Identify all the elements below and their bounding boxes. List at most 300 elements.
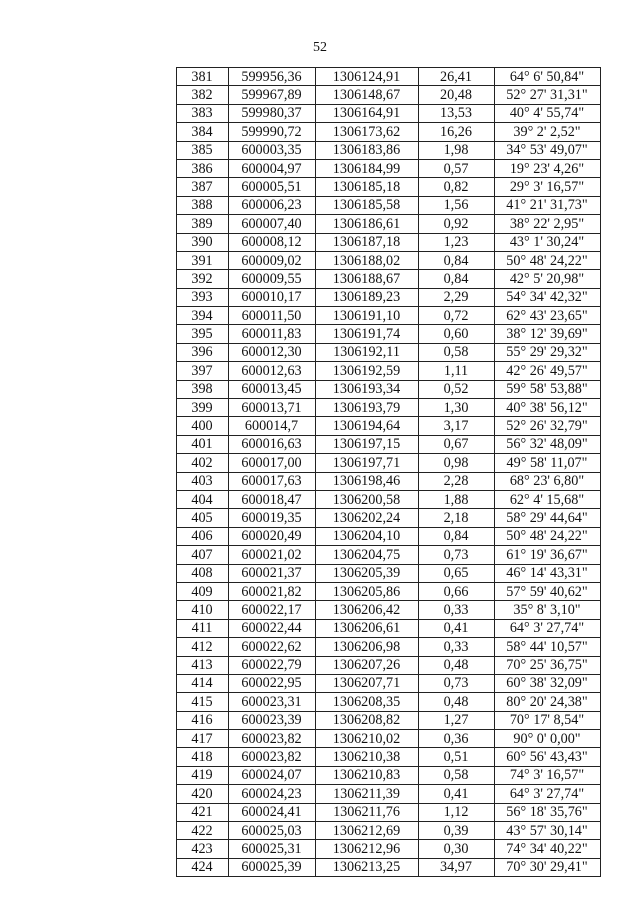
blank-cell xyxy=(98,380,176,398)
x-coordinate-cell: 600021,02 xyxy=(228,546,315,564)
x-coordinate-cell: 600024,41 xyxy=(228,803,315,821)
point-number-cell: 423 xyxy=(176,840,228,858)
point-number-cell: 424 xyxy=(176,858,228,876)
blank-cell xyxy=(98,638,176,656)
x-coordinate-cell: 600023,82 xyxy=(228,748,315,766)
table-row xyxy=(98,638,600,656)
angle-cell: 62° 4' 15,68" xyxy=(494,490,600,508)
x-coordinate-cell: 600011,50 xyxy=(228,307,315,325)
blank-cell xyxy=(98,86,176,104)
x-coordinate-cell: 599956,36 xyxy=(228,68,315,86)
x-coordinate-cell: 600020,49 xyxy=(228,527,315,545)
x-coordinate-cell: 600013,45 xyxy=(228,380,315,398)
distance-cell: 0,66 xyxy=(418,582,494,600)
point-number-cell: 412 xyxy=(176,638,228,656)
blank-cell xyxy=(98,215,176,233)
point-number-cell: 384 xyxy=(176,123,228,141)
angle-cell: 80° 20' 24,38" xyxy=(494,693,600,711)
distance-cell: 0,98 xyxy=(418,454,494,472)
y-coordinate-cell: 1306202,24 xyxy=(315,509,418,527)
table-row xyxy=(98,748,600,766)
y-coordinate-cell: 1306206,42 xyxy=(315,601,418,619)
y-coordinate-cell: 1306204,10 xyxy=(315,527,418,545)
x-coordinate-cell: 599990,72 xyxy=(228,123,315,141)
x-coordinate-cell: 600013,71 xyxy=(228,399,315,417)
table-row xyxy=(98,766,600,784)
point-number-cell: 397 xyxy=(176,362,228,380)
angle-cell: 34° 53' 49,07" xyxy=(494,141,600,159)
blank-cell xyxy=(98,840,176,858)
table-row xyxy=(98,159,600,177)
table-row xyxy=(98,527,600,545)
distance-cell: 1,23 xyxy=(418,233,494,251)
blank-cell xyxy=(98,233,176,251)
y-coordinate-cell: 1306208,82 xyxy=(315,711,418,729)
angle-cell: 54° 34' 42,32" xyxy=(494,288,600,306)
table-row xyxy=(98,251,600,269)
distance-cell: 16,26 xyxy=(418,123,494,141)
blank-cell xyxy=(98,435,176,453)
blank-cell xyxy=(98,270,176,288)
distance-cell: 0,73 xyxy=(418,674,494,692)
distance-cell: 1,11 xyxy=(418,362,494,380)
x-coordinate-cell: 600024,23 xyxy=(228,785,315,803)
y-coordinate-cell: 1306210,83 xyxy=(315,766,418,784)
point-number-cell: 401 xyxy=(176,435,228,453)
y-coordinate-cell: 1306173,62 xyxy=(315,123,418,141)
x-coordinate-cell: 600019,35 xyxy=(228,509,315,527)
table-row xyxy=(98,472,600,490)
distance-cell: 3,17 xyxy=(418,417,494,435)
blank-cell xyxy=(98,343,176,361)
y-coordinate-cell: 1306185,18 xyxy=(315,178,418,196)
table-row xyxy=(98,840,600,858)
table-row xyxy=(98,399,600,417)
y-coordinate-cell: 1306207,26 xyxy=(315,656,418,674)
point-number-cell: 392 xyxy=(176,270,228,288)
y-coordinate-cell: 1306213,25 xyxy=(315,858,418,876)
blank-cell xyxy=(98,711,176,729)
x-coordinate-cell: 600004,97 xyxy=(228,159,315,177)
blank-cell xyxy=(98,601,176,619)
blank-cell xyxy=(98,325,176,343)
angle-cell: 43° 1' 30,24" xyxy=(494,233,600,251)
coordinates-table-body xyxy=(98,68,600,877)
y-coordinate-cell: 1306208,35 xyxy=(315,693,418,711)
point-number-cell: 391 xyxy=(176,251,228,269)
point-number-cell: 404 xyxy=(176,490,228,508)
y-coordinate-cell: 1306210,38 xyxy=(315,748,418,766)
table-row xyxy=(98,582,600,600)
y-coordinate-cell: 1306211,76 xyxy=(315,803,418,821)
x-coordinate-cell: 600023,82 xyxy=(228,730,315,748)
table-row xyxy=(98,546,600,564)
point-number-cell: 393 xyxy=(176,288,228,306)
distance-cell: 0,84 xyxy=(418,527,494,545)
point-number-cell: 403 xyxy=(176,472,228,490)
x-coordinate-cell: 600007,40 xyxy=(228,215,315,233)
point-number-cell: 402 xyxy=(176,454,228,472)
angle-cell: 38° 12' 39,69" xyxy=(494,325,600,343)
blank-cell xyxy=(98,766,176,784)
angle-cell: 74° 34' 40,22" xyxy=(494,840,600,858)
blank-cell xyxy=(98,141,176,159)
table-row xyxy=(98,380,600,398)
blank-cell xyxy=(98,307,176,325)
point-number-cell: 395 xyxy=(176,325,228,343)
x-coordinate-cell: 600012,63 xyxy=(228,362,315,380)
table-row xyxy=(98,178,600,196)
y-coordinate-cell: 1306210,02 xyxy=(315,730,418,748)
distance-cell: 0,52 xyxy=(418,380,494,398)
angle-cell: 70° 17' 8,54" xyxy=(494,711,600,729)
y-coordinate-cell: 1306212,96 xyxy=(315,840,418,858)
blank-cell xyxy=(98,748,176,766)
y-coordinate-cell: 1306185,58 xyxy=(315,196,418,214)
x-coordinate-cell: 600008,12 xyxy=(228,233,315,251)
blank-cell xyxy=(98,693,176,711)
x-coordinate-cell: 600016,63 xyxy=(228,435,315,453)
table-row xyxy=(98,693,600,711)
blank-cell xyxy=(98,730,176,748)
table-row xyxy=(98,435,600,453)
table-row xyxy=(98,656,600,674)
x-coordinate-cell: 600025,39 xyxy=(228,858,315,876)
distance-cell: 0,84 xyxy=(418,270,494,288)
distance-cell: 1,98 xyxy=(418,141,494,159)
point-number-cell: 400 xyxy=(176,417,228,435)
y-coordinate-cell: 1306197,15 xyxy=(315,435,418,453)
y-coordinate-cell: 1306186,61 xyxy=(315,215,418,233)
x-coordinate-cell: 600021,82 xyxy=(228,582,315,600)
blank-cell xyxy=(98,399,176,417)
distance-cell: 0,41 xyxy=(418,785,494,803)
y-coordinate-cell: 1306188,02 xyxy=(315,251,418,269)
x-coordinate-cell: 600017,00 xyxy=(228,454,315,472)
distance-cell: 0,72 xyxy=(418,307,494,325)
x-coordinate-cell: 600023,31 xyxy=(228,693,315,711)
angle-cell: 41° 21' 31,73" xyxy=(494,196,600,214)
distance-cell: 0,67 xyxy=(418,435,494,453)
distance-cell: 0,33 xyxy=(418,601,494,619)
point-number-cell: 394 xyxy=(176,307,228,325)
blank-cell xyxy=(98,362,176,380)
distance-cell: 0,48 xyxy=(418,656,494,674)
y-coordinate-cell: 1306206,98 xyxy=(315,638,418,656)
x-coordinate-cell: 600011,83 xyxy=(228,325,315,343)
y-coordinate-cell: 1306198,46 xyxy=(315,472,418,490)
angle-cell: 59° 58' 53,88" xyxy=(494,380,600,398)
y-coordinate-cell: 1306148,67 xyxy=(315,86,418,104)
point-number-cell: 406 xyxy=(176,527,228,545)
table-row xyxy=(98,454,600,472)
y-coordinate-cell: 1306187,18 xyxy=(315,233,418,251)
distance-cell: 0,39 xyxy=(418,822,494,840)
angle-cell: 74° 3' 16,57" xyxy=(494,766,600,784)
angle-cell: 90° 0' 0,00" xyxy=(494,730,600,748)
angle-cell: 43° 57' 30,14" xyxy=(494,822,600,840)
blank-cell xyxy=(98,417,176,435)
distance-cell: 0,51 xyxy=(418,748,494,766)
y-coordinate-cell: 1306204,75 xyxy=(315,546,418,564)
angle-cell: 42° 5' 20,98" xyxy=(494,270,600,288)
distance-cell: 0,65 xyxy=(418,564,494,582)
x-coordinate-cell: 600009,55 xyxy=(228,270,315,288)
angle-cell: 40° 38' 56,12" xyxy=(494,399,600,417)
angle-cell: 60° 38' 32,09" xyxy=(494,674,600,692)
table-row xyxy=(98,730,600,748)
distance-cell: 0,73 xyxy=(418,546,494,564)
blank-cell xyxy=(98,619,176,637)
point-number-cell: 411 xyxy=(176,619,228,637)
table-row xyxy=(98,711,600,729)
table-row xyxy=(98,307,600,325)
x-coordinate-cell: 600012,30 xyxy=(228,343,315,361)
y-coordinate-cell: 1306193,79 xyxy=(315,399,418,417)
distance-cell: 0,30 xyxy=(418,840,494,858)
distance-cell: 2,18 xyxy=(418,509,494,527)
blank-cell xyxy=(98,546,176,564)
angle-cell: 56° 18' 35,76" xyxy=(494,803,600,821)
angle-cell: 64° 3' 27,74" xyxy=(494,619,600,637)
x-coordinate-cell: 599980,37 xyxy=(228,104,315,122)
point-number-cell: 385 xyxy=(176,141,228,159)
point-number-cell: 389 xyxy=(176,215,228,233)
distance-cell: 0,82 xyxy=(418,178,494,196)
table-row xyxy=(98,325,600,343)
distance-cell: 2,28 xyxy=(418,472,494,490)
table-row xyxy=(98,674,600,692)
y-coordinate-cell: 1306205,86 xyxy=(315,582,418,600)
y-coordinate-cell: 1306192,11 xyxy=(315,343,418,361)
blank-cell xyxy=(98,582,176,600)
blank-cell xyxy=(98,674,176,692)
blank-cell xyxy=(98,490,176,508)
x-coordinate-cell: 599967,89 xyxy=(228,86,315,104)
y-coordinate-cell: 1306189,23 xyxy=(315,288,418,306)
distance-cell: 34,97 xyxy=(418,858,494,876)
distance-cell: 0,84 xyxy=(418,251,494,269)
coordinates-table xyxy=(98,67,601,877)
table-row xyxy=(98,104,600,122)
table-row xyxy=(98,858,600,876)
x-coordinate-cell: 600006,23 xyxy=(228,196,315,214)
point-number-cell: 381 xyxy=(176,68,228,86)
angle-cell: 61° 19' 36,67" xyxy=(494,546,600,564)
point-number-cell: 418 xyxy=(176,748,228,766)
x-coordinate-cell: 600003,35 xyxy=(228,141,315,159)
angle-cell: 62° 43' 23,65" xyxy=(494,307,600,325)
table-row xyxy=(98,123,600,141)
y-coordinate-cell: 1306207,71 xyxy=(315,674,418,692)
blank-cell xyxy=(98,858,176,876)
y-coordinate-cell: 1306193,34 xyxy=(315,380,418,398)
distance-cell: 0,92 xyxy=(418,215,494,233)
angle-cell: 70° 25' 36,75" xyxy=(494,656,600,674)
y-coordinate-cell: 1306183,86 xyxy=(315,141,418,159)
x-coordinate-cell: 600021,37 xyxy=(228,564,315,582)
distance-cell: 0,58 xyxy=(418,343,494,361)
angle-cell: 70° 30' 29,41" xyxy=(494,858,600,876)
blank-cell xyxy=(98,527,176,545)
table-row xyxy=(98,288,600,306)
point-number-cell: 417 xyxy=(176,730,228,748)
blank-cell xyxy=(98,288,176,306)
angle-cell: 58° 44' 10,57" xyxy=(494,638,600,656)
y-coordinate-cell: 1306197,71 xyxy=(315,454,418,472)
blank-cell xyxy=(98,178,176,196)
angle-cell: 56° 32' 48,09" xyxy=(494,435,600,453)
angle-cell: 50° 48' 24,22" xyxy=(494,251,600,269)
table-row xyxy=(98,490,600,508)
page-number: 52 xyxy=(313,40,327,55)
blank-cell xyxy=(98,564,176,582)
blank-cell xyxy=(98,159,176,177)
blank-cell xyxy=(98,104,176,122)
blank-cell xyxy=(98,509,176,527)
point-number-cell: 414 xyxy=(176,674,228,692)
distance-cell: 1,27 xyxy=(418,711,494,729)
point-number-cell: 416 xyxy=(176,711,228,729)
angle-cell: 57° 59' 40,62" xyxy=(494,582,600,600)
distance-cell: 1,12 xyxy=(418,803,494,821)
blank-cell xyxy=(98,472,176,490)
y-coordinate-cell: 1306206,61 xyxy=(315,619,418,637)
distance-cell: 0,58 xyxy=(418,766,494,784)
blank-cell xyxy=(98,196,176,214)
distance-cell: 0,60 xyxy=(418,325,494,343)
blank-cell xyxy=(98,68,176,86)
table-row xyxy=(98,601,600,619)
distance-cell: 0,33 xyxy=(418,638,494,656)
angle-cell: 50° 48' 24,22" xyxy=(494,527,600,545)
distance-cell: 1,56 xyxy=(418,196,494,214)
x-coordinate-cell: 600018,47 xyxy=(228,490,315,508)
blank-cell xyxy=(98,123,176,141)
point-number-cell: 421 xyxy=(176,803,228,821)
y-coordinate-cell: 1306192,59 xyxy=(315,362,418,380)
x-coordinate-cell: 600022,17 xyxy=(228,601,315,619)
angle-cell: 42° 26' 49,57" xyxy=(494,362,600,380)
point-number-cell: 408 xyxy=(176,564,228,582)
blank-cell xyxy=(98,803,176,821)
table-row xyxy=(98,803,600,821)
angle-cell: 58° 29' 44,64" xyxy=(494,509,600,527)
angle-cell: 38° 22' 2,95" xyxy=(494,215,600,233)
distance-cell: 0,36 xyxy=(418,730,494,748)
y-coordinate-cell: 1306212,69 xyxy=(315,822,418,840)
x-coordinate-cell: 600017,63 xyxy=(228,472,315,490)
y-coordinate-cell: 1306191,10 xyxy=(315,307,418,325)
blank-cell xyxy=(98,785,176,803)
distance-cell: 20,48 xyxy=(418,86,494,104)
table-row xyxy=(98,417,600,435)
x-coordinate-cell: 600025,31 xyxy=(228,840,315,858)
point-number-cell: 399 xyxy=(176,399,228,417)
y-coordinate-cell: 1306200,58 xyxy=(315,490,418,508)
table-row xyxy=(98,215,600,233)
blank-cell xyxy=(98,656,176,674)
point-number-cell: 420 xyxy=(176,785,228,803)
x-coordinate-cell: 600025,03 xyxy=(228,822,315,840)
table-row xyxy=(98,86,600,104)
angle-cell: 64° 3' 27,74" xyxy=(494,785,600,803)
point-number-cell: 410 xyxy=(176,601,228,619)
distance-cell: 0,57 xyxy=(418,159,494,177)
x-coordinate-cell: 600022,62 xyxy=(228,638,315,656)
angle-cell: 68° 23' 6,80" xyxy=(494,472,600,490)
table-row xyxy=(98,362,600,380)
point-number-cell: 390 xyxy=(176,233,228,251)
x-coordinate-cell: 600022,44 xyxy=(228,619,315,637)
angle-cell: 55° 29' 29,32" xyxy=(494,343,600,361)
y-coordinate-cell: 1306211,39 xyxy=(315,785,418,803)
y-coordinate-cell: 1306194,64 xyxy=(315,417,418,435)
y-coordinate-cell: 1306124,91 xyxy=(315,68,418,86)
angle-cell: 29° 3' 16,57" xyxy=(494,178,600,196)
point-number-cell: 413 xyxy=(176,656,228,674)
angle-cell: 52° 27' 31,31" xyxy=(494,86,600,104)
point-number-cell: 415 xyxy=(176,693,228,711)
distance-cell: 1,30 xyxy=(418,399,494,417)
x-coordinate-cell: 600005,51 xyxy=(228,178,315,196)
table-row xyxy=(98,343,600,361)
point-number-cell: 405 xyxy=(176,509,228,527)
distance-cell: 0,41 xyxy=(418,619,494,637)
y-coordinate-cell: 1306205,39 xyxy=(315,564,418,582)
point-number-cell: 386 xyxy=(176,159,228,177)
y-coordinate-cell: 1306164,91 xyxy=(315,104,418,122)
angle-cell: 40° 4' 55,74" xyxy=(494,104,600,122)
table-row xyxy=(98,270,600,288)
point-number-cell: 382 xyxy=(176,86,228,104)
angle-cell: 19° 23' 4,26" xyxy=(494,159,600,177)
angle-cell: 52° 26' 32,79" xyxy=(494,417,600,435)
distance-cell: 1,88 xyxy=(418,490,494,508)
point-number-cell: 407 xyxy=(176,546,228,564)
table-row xyxy=(98,233,600,251)
blank-cell xyxy=(98,822,176,840)
angle-cell: 64° 6' 50,84" xyxy=(494,68,600,86)
distance-cell: 26,41 xyxy=(418,68,494,86)
table-row xyxy=(98,509,600,527)
x-coordinate-cell: 600010,17 xyxy=(228,288,315,306)
angle-cell: 35° 8' 3,10" xyxy=(494,601,600,619)
y-coordinate-cell: 1306188,67 xyxy=(315,270,418,288)
distance-cell: 0,48 xyxy=(418,693,494,711)
angle-cell: 60° 56' 43,43" xyxy=(494,748,600,766)
point-number-cell: 396 xyxy=(176,343,228,361)
x-coordinate-cell: 600014,7 xyxy=(228,417,315,435)
angle-cell: 39° 2' 2,52" xyxy=(494,123,600,141)
table-row xyxy=(98,196,600,214)
x-coordinate-cell: 600022,95 xyxy=(228,674,315,692)
point-number-cell: 419 xyxy=(176,766,228,784)
x-coordinate-cell: 600023,39 xyxy=(228,711,315,729)
table-row xyxy=(98,822,600,840)
distance-cell: 13,53 xyxy=(418,104,494,122)
table-row xyxy=(98,619,600,637)
angle-cell: 46° 14' 43,31" xyxy=(494,564,600,582)
blank-cell xyxy=(98,454,176,472)
blank-cell xyxy=(98,251,176,269)
table-row xyxy=(98,68,600,86)
table-row xyxy=(98,564,600,582)
point-number-cell: 398 xyxy=(176,380,228,398)
point-number-cell: 383 xyxy=(176,104,228,122)
table-row xyxy=(98,785,600,803)
x-coordinate-cell: 600022,79 xyxy=(228,656,315,674)
